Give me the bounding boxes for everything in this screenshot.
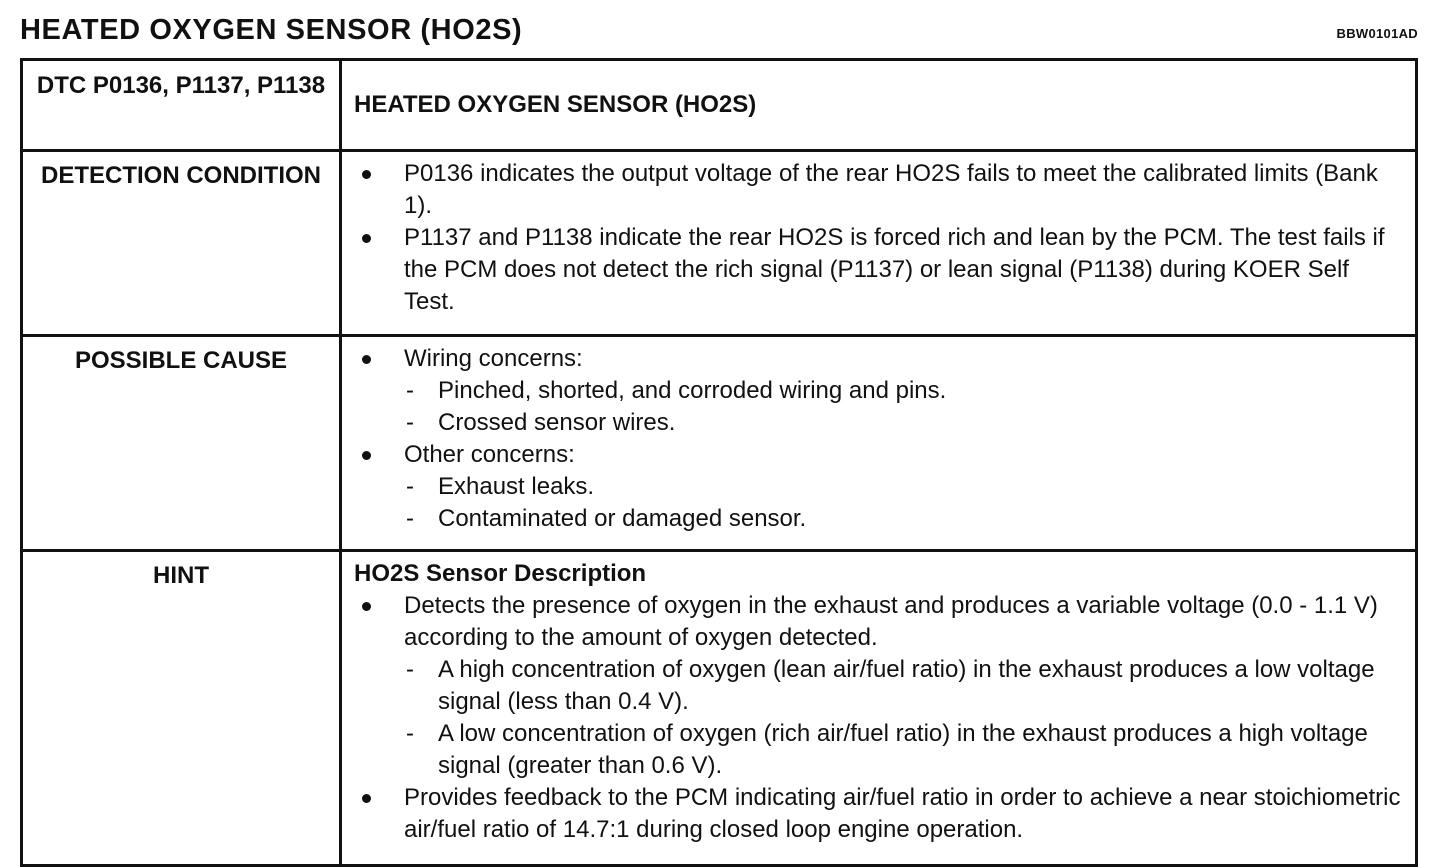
hint-sub-item: - A low concentration of oxygen (rich air/fuel ratio) in the exhaust produces a high voltage signal (greater than 0.6 V). — [354, 718, 1403, 782]
cause-sub-item: - Crossed sensor wires. — [354, 407, 1403, 439]
cause-bullet-wiring: Wiring concerns: — [354, 343, 1403, 375]
cause-label: POSSIBLE CAUSE — [22, 336, 341, 551]
table-row-hint — [22, 551, 1417, 866]
hint-bullet-feedback: Provides feedback to the PCM indicating air/fuel ratio in order to achieve a near stoichiometric air/fuel ratio of 14.7:1 during closed loop engine operation. — [354, 782, 1403, 846]
hint-bullet-detects: Detects the presence of oxygen in the exhaust and produces a variable voltage (0.0 - 1.1 V) according to the amount of oxygen detected. — [354, 590, 1403, 654]
hint-label: HINT — [22, 551, 341, 866]
dtc-title: HEATED OXYGEN SENSOR (HO2S) — [341, 60, 1417, 151]
hint-sub-item: - A high concentration of oxygen (lean air/fuel ratio) in the exhaust produces a low voltage signal (less than 0.4 V). — [354, 654, 1403, 718]
cause-bullet-other: Other concerns: — [354, 439, 1403, 471]
page-title: HEATED OXYGEN SENSOR (HO2S) — [20, 14, 523, 46]
cause-sub-item: - Exhaust leaks. — [354, 471, 1403, 503]
detection-bullet-1: P0136 indicates the output voltage of the rear HO2S fails to meet the calibrated limits (Bank 1). — [354, 158, 1403, 222]
detection-content — [341, 151, 1417, 336]
detection-bullet-2: P1137 and P1138 indicate the rear HO2S is forced rich and lean by the PCM. The test fails if the PCM does not detect the rich signal (P1137) or lean signal (P1138) during KOER Self Test. — [354, 222, 1403, 318]
page-header — [20, 14, 1418, 54]
cause-sub-item: - Pinched, shorted, and corroded wiring and pins. — [354, 375, 1403, 407]
hint-subtitle: HO2S Sensor Description — [354, 560, 647, 587]
table-row-cause — [22, 336, 1417, 551]
document-code: BBW0101AD — [1336, 26, 1418, 41]
dtc-label: DTC P0136, P1137, P1138 — [22, 60, 341, 151]
hint-content — [341, 551, 1417, 866]
detection-label: DETECTION CONDITION — [22, 151, 341, 336]
dtc-table — [20, 58, 1418, 867]
cause-sub-item: - Contaminated or damaged sensor. — [354, 503, 1403, 535]
table-row-detection — [22, 151, 1417, 336]
table-row-header — [22, 60, 1417, 151]
cause-content — [341, 336, 1417, 551]
